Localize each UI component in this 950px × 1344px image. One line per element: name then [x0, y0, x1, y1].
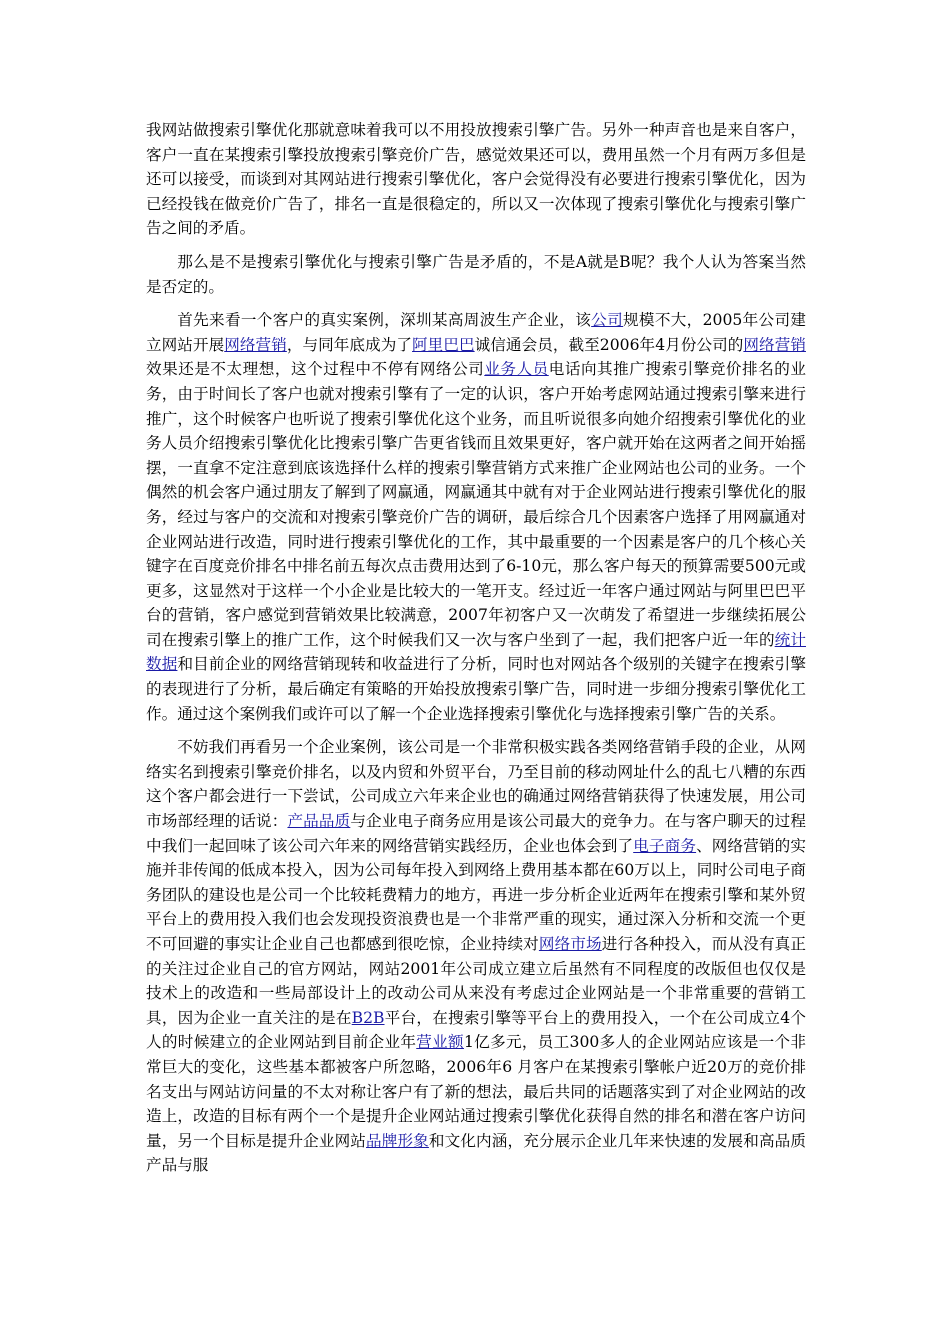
- text-run: 不妨我们再看另一个企业案例，该公司是一个非常积极实践各类网络营销手段的企业，从网络实名到搜索引擎竞价排名，以及内贸和外贸平台，乃至目前的移动网址什么的乱七八糟的东西这个客户都会进行一下尝试，公司成立六年来企业也的确通过网络营销获得了快速发展，用公司市场部经理的话说：: [146, 738, 806, 831]
- text-run: 1亿多元，员工300多人的企业网站应该是一个非常巨大的变化，这些基本都被客户所忽略，2006年6 月客户在某搜索引擎帐户近20万的竞价排名支出与网站访问量的不太对称让客户有了新的想法，最后共同的话题落实到了对企业网站的改造上，改造的目标有两个一个是提升企业网站通过搜索引擎优化获得自然的排名和潜在客户访问量，另一个目标是提升企业网站: [146, 1033, 806, 1150]
- text-run: 规模不大，2005年公司建立网站开展: [146, 311, 806, 354]
- inline-link[interactable]: 公司: [591, 311, 623, 330]
- text-run: 我网站做搜索引擎优化那就意味着我可以不用投放搜索引擎广告。另外一种声音也是来自客户，客户一直在某搜索引擎投放搜索引擎竞价广告，感觉效果还可以，费用虽然一个月有两万多但是还可以接受，而谈到对其网站进行搜索引擎优化，客户会觉得没有必要进行搜索引擎优化，因为已经投钱在做竞价广告了，排名一直是很稳定的，所以又一次体现了搜索引擎优化与搜索引擎广告之间的矛盾。: [146, 121, 806, 238]
- text-run: ，与同年底成为了: [286, 335, 413, 354]
- text-run: 平台，在搜索引擎等平台上的费用投入，一个在公司成立4个人的时候建立的企业网站到目前企业年: [146, 1008, 806, 1052]
- text-run: 与企业电子商务应用是该公司最大的竞争力。在与客户聊天的过程中我们一起回味了该公司六年来的网络营销实践经历，企业也体会到了: [146, 812, 806, 855]
- inline-link[interactable]: 品牌形象: [366, 1131, 429, 1150]
- text-run: 效果还是不太理想，这个过程中不停有网络公司: [146, 360, 485, 379]
- inline-link[interactable]: 业务人员: [484, 360, 549, 379]
- text-run: 和目前企业的网络营销现转和收益进行了分析，同时也对网站各个级别的关键字在搜索引擎的表现进行了分析，最后确定有策略的开始投放搜索引擎广告，同时进一步细分搜索引擎优化工作。通过这个案例我们或许可以了解一个企业选择搜索引擎优化与选择搜索引擎广告的关系。: [146, 655, 806, 723]
- inline-link[interactable]: B2B: [351, 1008, 385, 1027]
- inline-link[interactable]: 阿里巴巴: [412, 335, 475, 354]
- inline-link[interactable]: 网络市场: [538, 935, 602, 953]
- paragraph: [146, 308, 806, 726]
- inline-link[interactable]: 营业额: [416, 1033, 464, 1052]
- inline-link[interactable]: 网络营销: [224, 335, 287, 354]
- text-run: 进行各种投入，而从没有真正的关注过企业自己的官方网站，网站2001年公司成立建立后虽然有不同程度的改版但也仅仅是技术上的改造和一些局部设计上的改动公司从来没有考虑过企业网站是一个非常重要的营销工具，因为企业一直关注的是在: [146, 935, 806, 1027]
- paragraph: [146, 250, 806, 299]
- text-run: 首先来看一个客户的真实案例，深圳某高周波生产企业，该: [177, 311, 592, 330]
- text-run: 那么是不是搜索引擎优化与搜索引擎广告是矛盾的，不是A就是B呢？我个人认为答案当然是否定的。: [146, 252, 806, 296]
- text-run: 电话向其推广搜索引擎竞价排名的业务，由于时间长了客户也就对搜索引擎有了一定的认识，客户开始考虑网站通过搜索引擎来进行推广，这个时候客户也听说了搜索引擎优化这个业务，而且听说很多向她介绍搜索引擎优化的业务人员介绍搜索引擎优化比搜索引擎广告更省钱而且效果更好，客户就开始在这两者之间开始摇摆，一直拿不定注意到底该选择什么样的搜索引擎营销方式来推广企业网站也公司的业务。一个偶然的机会客户通过朋友了解到了网赢通，网赢通其中就有对于企业网站进行搜索引擎优化的服务，经过与客户的交流和对搜索引擎竞价广告的调研，最后综合几个因素客户选择了用网赢通对企业网站进行改造，同时进行搜索引擎优化的工作，其中最重要的一个因素是客户的几个核心关键字在百度竞价排名中排名前五每次点击费用达到了6-10元，那么客户每天的预算需要500元或更多，这显然对于这样一个小企业是比较大的一笔开支。经过近一年客户通过网站与阿里巴巴平台的营销，客户感觉到营销效果比较满意，2007年初客户又一次萌发了希望进一步继续拓展公司在搜索引擎上的推广工作，这个时候我们又一次与客户坐到了一起，我们把客户近一年的: [146, 360, 806, 649]
- inline-link[interactable]: 产品品质: [287, 812, 351, 831]
- text-run: 和文化内涵，充分展示企业几年来快速的发展和高品质产品与服: [146, 1131, 806, 1175]
- inline-link[interactable]: 电子商务: [633, 836, 697, 855]
- paragraph: [146, 735, 806, 1178]
- document-body: [146, 118, 806, 1187]
- text-run: 诚信通会员，截至2006年4月份公司的: [474, 335, 744, 354]
- inline-link[interactable]: 网络营销: [743, 335, 806, 354]
- paragraph: [146, 118, 806, 241]
- text-run: 、网络营销的实施并非传闻的低成本投入，因为公司每年投入到网络上费用基本都在60万以上，同时公司电子商务团队的建设也是公司一个比较耗费精力的地方，再进一步分析企业近两年在搜索引擎和某外贸平台上的费用投入我们也会发现投资浪费也是一个非常严重的现实，通过深入分析和交流一个更不可回避的事实让企业自己也都感到很吃惊，企业持续对: [146, 836, 806, 953]
- inline-link[interactable]: 统计数据: [146, 630, 806, 674]
